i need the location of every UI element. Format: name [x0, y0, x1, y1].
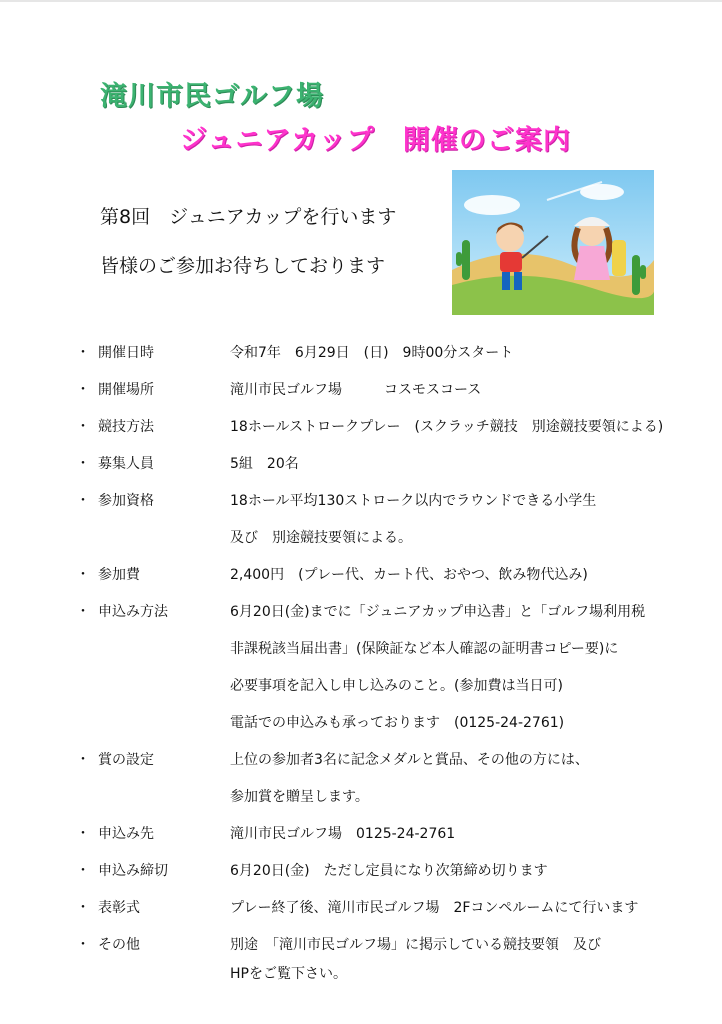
- detail-value: 6月20日(金)までに「ジュニアカップ申込書」と「ゴルフ場利用税: [230, 604, 646, 620]
- detail-value: 令和7年 6月29日 (日) 9時00分スタート: [230, 345, 514, 361]
- bullet-marker: ・: [76, 567, 90, 583]
- kids-golf-illustration: [452, 170, 654, 315]
- detail-value: 18ホール平均130ストローク以内でラウンドできる小学生: [230, 493, 597, 509]
- bullet-marker: ・: [76, 900, 90, 916]
- detail-value: 及び 別途競技要領による。: [230, 530, 412, 546]
- detail-line: [76, 636, 696, 673]
- detail-label: 開催場所: [98, 382, 154, 398]
- detail-line: [76, 895, 696, 932]
- detail-item: [76, 377, 696, 414]
- detail-value: HPをご覧下さい。: [230, 966, 347, 982]
- detail-value: 滝川市民ゴルフ場 コスモスコース: [230, 382, 482, 398]
- bullet-marker: ・: [76, 419, 90, 435]
- detail-value: 非課税該当届出書」(保険証など本人確認の証明書コピー要)に: [230, 641, 619, 657]
- detail-value: 上位の参加者3名に記念メダルと賞品、その他の方には、: [230, 752, 589, 768]
- bullet-marker: ・: [76, 382, 90, 398]
- detail-value: 滝川市民ゴルフ場 0125-24-2761: [230, 826, 456, 842]
- intro-line-2: 皆様のご参加お待ちしております: [100, 255, 386, 277]
- detail-line: [76, 562, 696, 599]
- detail-line: [76, 961, 696, 998]
- detail-label: その他: [98, 937, 140, 953]
- detail-line: [76, 414, 696, 451]
- detail-value: 電話での申込みも承っております (0125-24-2761): [230, 715, 565, 731]
- detail-line: [76, 488, 696, 525]
- bullet-marker: ・: [76, 604, 90, 620]
- detail-line: [76, 673, 696, 710]
- page-top-border: [0, 0, 722, 2]
- detail-line: [76, 377, 696, 414]
- detail-value: 6月20日(金) ただし定員になり次第締め切ります: [230, 863, 548, 879]
- detail-line: [76, 858, 696, 895]
- detail-item: [76, 932, 696, 998]
- bullet-marker: ・: [76, 493, 90, 509]
- bullet-marker: ・: [76, 826, 90, 842]
- detail-label: 募集人員: [98, 456, 154, 472]
- detail-line: [76, 525, 696, 562]
- detail-line: [76, 451, 696, 488]
- detail-item: [76, 340, 696, 377]
- detail-item: [76, 747, 696, 821]
- detail-value: 5組 20名: [230, 456, 299, 472]
- detail-label: 申込み締切: [98, 863, 168, 879]
- detail-value: 別途 「滝川市民ゴルフ場」に掲示している競技要領 及び: [230, 937, 601, 953]
- detail-value: プレー終了後、滝川市民ゴルフ場 2Fコンペルームにて行います: [230, 900, 639, 916]
- detail-label: 参加費: [98, 567, 140, 583]
- detail-item: [76, 451, 696, 488]
- detail-label: 表彰式: [98, 900, 140, 916]
- detail-line: [76, 784, 696, 821]
- detail-item: [76, 562, 696, 599]
- detail-item: [76, 895, 696, 932]
- intro-line-1: 第8回 ジュニアカップを行います: [100, 206, 397, 228]
- detail-value: 必要事項を記入し申し込みのこと。(参加費は当日可): [230, 678, 563, 694]
- bullet-marker: ・: [76, 863, 90, 879]
- bullet-marker: ・: [76, 752, 90, 768]
- bullet-marker: ・: [76, 937, 90, 953]
- bullet-marker: ・: [76, 456, 90, 472]
- detail-label: 開催日時: [98, 345, 154, 361]
- illustration-svg: [452, 170, 654, 315]
- detail-line: [76, 932, 696, 961]
- detail-label: 賞の設定: [98, 752, 154, 768]
- detail-item: [76, 821, 696, 858]
- details-list: [76, 340, 696, 998]
- detail-line: [76, 599, 696, 636]
- detail-value: 参加賞を贈呈します。: [230, 789, 369, 805]
- detail-label: 申込み方法: [98, 604, 168, 620]
- detail-item: [76, 599, 696, 747]
- detail-line: [76, 747, 696, 784]
- detail-line: [76, 340, 696, 377]
- detail-line: [76, 710, 696, 747]
- detail-label: 競技方法: [98, 419, 154, 435]
- detail-value: 18ホールストロークプレー (スクラッチ競技 別途競技要領による): [230, 419, 664, 435]
- detail-line: [76, 821, 696, 858]
- detail-value: 2,400円 (プレー代、カート代、おやつ、飲み物代込み): [230, 567, 588, 583]
- event-title: ジュニアカップ 開催のご案内: [180, 125, 571, 156]
- course-title: 滝川市民ゴルフ場: [100, 81, 324, 112]
- detail-item: [76, 858, 696, 895]
- detail-item: [76, 488, 696, 562]
- detail-label: 申込み先: [98, 826, 154, 842]
- detail-item: [76, 414, 696, 451]
- detail-label: 参加資格: [98, 493, 154, 509]
- bullet-marker: ・: [76, 345, 90, 361]
